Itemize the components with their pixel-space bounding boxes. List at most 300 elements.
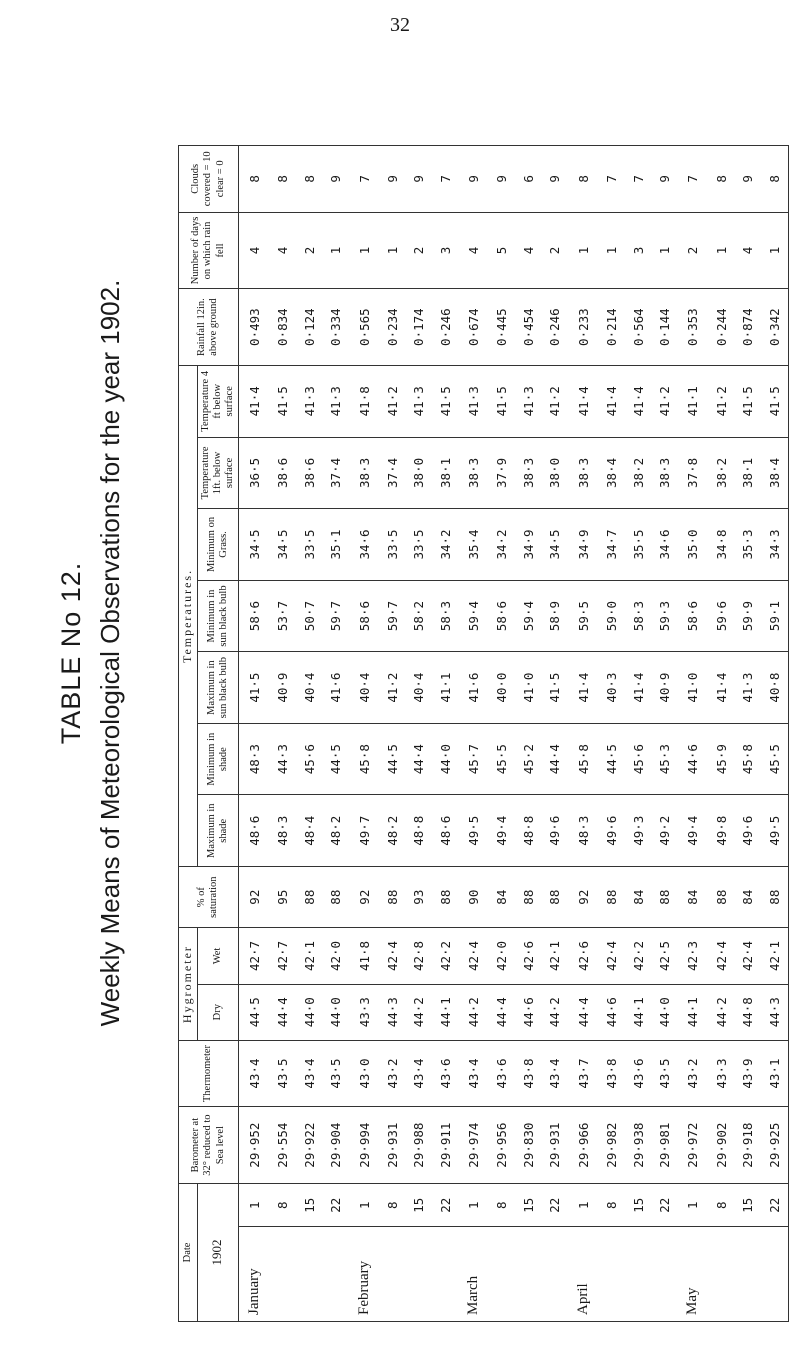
- cell-date: 15: [515, 1183, 542, 1226]
- cell-min-on-grass: 37·8: [678, 437, 708, 509]
- cell-month: [269, 1227, 296, 1322]
- cell-dry: 44·6: [598, 984, 625, 1040]
- cell-date: 15: [296, 1183, 323, 1226]
- cell-clouds: 9: [406, 146, 433, 213]
- header-row-1: [179, 146, 198, 1322]
- cell-saturation: 88: [542, 867, 569, 928]
- cell-temp-1ft: 41·5: [269, 365, 296, 437]
- cell-max-sun: 49·6: [598, 795, 625, 867]
- cell-max-sun: 48·6: [432, 795, 459, 867]
- cell-max-bulb: 58·6: [678, 580, 708, 652]
- cell-date: 8: [708, 1183, 735, 1226]
- cell-max-shade: 45·6: [625, 723, 652, 795]
- saturation-header: % of saturation: [179, 867, 239, 928]
- cell-min-grass: 34·5: [238, 509, 269, 581]
- table-row: [379, 146, 406, 1322]
- cell-thermometer: 43·0: [349, 1040, 379, 1106]
- cell-temp-4ft: 0·214: [598, 289, 625, 366]
- cell-max-shade: 45·7: [459, 723, 489, 795]
- meteorological-table: [178, 145, 789, 1322]
- cell-barometer: 29·972: [678, 1107, 708, 1184]
- table-row: [761, 146, 789, 1322]
- cell-rain-days: 1: [568, 212, 598, 289]
- cell-max-shade: 45·6: [296, 723, 323, 795]
- table-row: [568, 146, 598, 1322]
- cell-rain-days: 1: [651, 212, 678, 289]
- cell-thermometer: 43·4: [406, 1040, 433, 1106]
- cell-barometer: 29·830: [515, 1107, 542, 1184]
- cell-max-bulb: 58·9: [542, 580, 569, 652]
- cell-date: 8: [489, 1183, 516, 1226]
- cell-clouds: 9: [542, 146, 569, 213]
- cell-clouds: 6: [515, 146, 542, 213]
- cell-date: 8: [269, 1183, 296, 1226]
- cell-thermometer: 43·9: [734, 1040, 761, 1106]
- cell-clouds: 7: [678, 146, 708, 213]
- cell-max-sun: 49·3: [625, 795, 652, 867]
- cell-temp-4ft: 0·874: [734, 289, 761, 366]
- cell-min-grass: 34·3: [761, 509, 789, 581]
- cell-month: [296, 1227, 323, 1322]
- cell-temp-1ft: 41·1: [678, 365, 708, 437]
- table-row: [269, 146, 296, 1322]
- cell-rain-days: 4: [515, 212, 542, 289]
- min-shade-header: Minimum in shade: [197, 723, 238, 795]
- cell-thermometer: 43·4: [238, 1040, 269, 1106]
- cell-max-sun: 48·4: [296, 795, 323, 867]
- cell-max-bulb: 59·4: [515, 580, 542, 652]
- cell-max-sun: 49·2: [651, 795, 678, 867]
- cell-clouds: 9: [734, 146, 761, 213]
- cell-min-shade: 40·4: [406, 652, 433, 724]
- table-row: [238, 146, 269, 1322]
- cell-min-grass: 34·6: [651, 509, 678, 581]
- cell-rain-days: 1: [322, 212, 349, 289]
- cell-dry: 44·2: [459, 984, 489, 1040]
- cell-barometer: 29·994: [349, 1107, 379, 1184]
- cell-max-shade: 45·2: [515, 723, 542, 795]
- cell-date: 22: [542, 1183, 569, 1226]
- cell-temp-1ft: 41·4: [625, 365, 652, 437]
- cell-rain-days: 1: [708, 212, 735, 289]
- cell-max-sun: 49·4: [678, 795, 708, 867]
- cell-min-on-grass: 38·3: [515, 437, 542, 509]
- cell-date: 15: [734, 1183, 761, 1226]
- cell-max-sun: 49·8: [708, 795, 735, 867]
- cell-saturation: 90: [459, 867, 489, 928]
- cell-thermometer: 43·6: [625, 1040, 652, 1106]
- table-row: [651, 146, 678, 1322]
- cell-max-shade: 48·3: [238, 723, 269, 795]
- cell-month: [432, 1227, 459, 1322]
- cell-dry: 44·2: [708, 984, 735, 1040]
- cell-max-shade: 45·3: [651, 723, 678, 795]
- cell-wet: 42·4: [459, 928, 489, 984]
- cell-min-on-grass: 37·4: [322, 437, 349, 509]
- cell-rain-days: 2: [296, 212, 323, 289]
- cell-max-shade: 44·5: [379, 723, 406, 795]
- cell-rain-days: 3: [625, 212, 652, 289]
- cell-month: April: [568, 1227, 598, 1322]
- cell-min-grass: 35·5: [625, 509, 652, 581]
- cell-wet: 42·2: [432, 928, 459, 984]
- cell-min-shade: 40·9: [269, 652, 296, 724]
- cell-barometer: 29·974: [459, 1107, 489, 1184]
- cell-min-on-grass: 38·6: [269, 437, 296, 509]
- cell-month: [406, 1227, 433, 1322]
- cell-thermometer: 43·2: [678, 1040, 708, 1106]
- cell-min-shade: 41·4: [625, 652, 652, 724]
- cell-min-on-grass: 38·0: [542, 437, 569, 509]
- cell-max-sun: 48·6: [238, 795, 269, 867]
- cell-max-bulb: 59·1: [761, 580, 789, 652]
- cell-wet: 42·1: [761, 928, 789, 984]
- cell-temp-1ft: 41·5: [489, 365, 516, 437]
- cell-wet: 42·7: [238, 928, 269, 984]
- table-title-block: [56, 118, 126, 1188]
- cell-barometer: 29·922: [296, 1107, 323, 1184]
- cell-month: March: [459, 1227, 489, 1322]
- table-title: TABLE No 12.: [56, 561, 86, 745]
- cell-min-grass: 35·4: [459, 509, 489, 581]
- cell-min-on-grass: 38·1: [432, 437, 459, 509]
- cell-month: [734, 1227, 761, 1322]
- cell-temp-4ft: 0·246: [542, 289, 569, 366]
- cell-temp-4ft: 0·246: [432, 289, 459, 366]
- cell-max-sun: 49·4: [489, 795, 516, 867]
- cell-rain-days: 4: [734, 212, 761, 289]
- cell-thermometer: 43·4: [296, 1040, 323, 1106]
- cell-max-shade: 45·8: [734, 723, 761, 795]
- cell-min-grass: 33·5: [379, 509, 406, 581]
- cell-clouds: 7: [349, 146, 379, 213]
- rotated-table: [178, 145, 789, 1322]
- cell-min-shade: 41·1: [432, 652, 459, 724]
- cell-temp-4ft: 0·244: [708, 289, 735, 366]
- cell-min-shade: 41·4: [568, 652, 598, 724]
- cell-saturation: 84: [734, 867, 761, 928]
- cell-max-shade: 44·3: [269, 723, 296, 795]
- table-row: [678, 146, 708, 1322]
- cell-clouds: 8: [238, 146, 269, 213]
- table-row: [459, 146, 489, 1322]
- cell-dry: 44·4: [489, 984, 516, 1040]
- cell-dry: 44·2: [542, 984, 569, 1040]
- cell-clouds: 9: [459, 146, 489, 213]
- cell-min-on-grass: 38·4: [761, 437, 789, 509]
- cell-temp-1ft: 41·4: [598, 365, 625, 437]
- cell-min-on-grass: 38·2: [708, 437, 735, 509]
- cell-saturation: 88: [432, 867, 459, 928]
- cell-saturation: 88: [322, 867, 349, 928]
- cell-thermometer: 43·7: [568, 1040, 598, 1106]
- cell-min-shade: 40·8: [761, 652, 789, 724]
- cell-dry: 43·3: [349, 984, 379, 1040]
- cell-wet: 42·0: [322, 928, 349, 984]
- cell-saturation: 88: [379, 867, 406, 928]
- cell-max-bulb: 58·3: [625, 580, 652, 652]
- cell-temp-4ft: 0·334: [322, 289, 349, 366]
- cell-dry: 44·1: [432, 984, 459, 1040]
- cell-min-shade: 40·0: [489, 652, 516, 724]
- cell-wet: 42·6: [515, 928, 542, 984]
- cell-clouds: 8: [296, 146, 323, 213]
- cell-max-bulb: 59·9: [734, 580, 761, 652]
- cell-max-sun: 48·8: [515, 795, 542, 867]
- cell-barometer: 29·931: [379, 1107, 406, 1184]
- cell-min-on-grass: 37·4: [379, 437, 406, 509]
- cell-date: 1: [568, 1183, 598, 1226]
- cell-temp-4ft: 0·353: [678, 289, 708, 366]
- cell-max-bulb: 53·7: [269, 580, 296, 652]
- cell-temp-4ft: 0·565: [349, 289, 379, 366]
- cell-saturation: 88: [708, 867, 735, 928]
- cell-min-on-grass: 38·4: [598, 437, 625, 509]
- cell-max-shade: 44·0: [432, 723, 459, 795]
- table-row: [296, 146, 323, 1322]
- cell-thermometer: 43·5: [269, 1040, 296, 1106]
- rain-days-header: Number of days on which rain fell: [179, 212, 239, 289]
- year-header: 1902: [197, 1183, 238, 1321]
- cell-thermometer: 43·5: [322, 1040, 349, 1106]
- cell-month: [625, 1227, 652, 1322]
- table-subtitle: Weekly Means of Meteorological Observations for the year 1902.: [95, 279, 125, 1027]
- cell-temp-1ft: 41·3: [322, 365, 349, 437]
- temp-4ft-header: Temperature 4 ft below surface: [197, 365, 238, 437]
- cell-min-grass: 34·2: [489, 509, 516, 581]
- cell-temp-4ft: 0·124: [296, 289, 323, 366]
- cell-month: [515, 1227, 542, 1322]
- cell-max-shade: 45·5: [489, 723, 516, 795]
- cell-rain-days: 5: [489, 212, 516, 289]
- cell-max-sun: 48·2: [322, 795, 349, 867]
- cell-min-shade: 41·4: [708, 652, 735, 724]
- cell-thermometer: 43·5: [651, 1040, 678, 1106]
- cell-temp-1ft: 41·3: [406, 365, 433, 437]
- cell-barometer: 29·902: [708, 1107, 735, 1184]
- cell-date: 1: [238, 1183, 269, 1226]
- cell-temp-4ft: 0·493: [238, 289, 269, 366]
- cell-wet: 42·3: [678, 928, 708, 984]
- cell-thermometer: 43·8: [515, 1040, 542, 1106]
- cell-max-sun: 49·5: [761, 795, 789, 867]
- table-row: [625, 146, 652, 1322]
- table-row: [322, 146, 349, 1322]
- table-row: [349, 146, 379, 1322]
- cell-thermometer: 43·3: [708, 1040, 735, 1106]
- cell-max-bulb: 59·4: [459, 580, 489, 652]
- cell-clouds: 8: [708, 146, 735, 213]
- cell-temp-1ft: 41·5: [432, 365, 459, 437]
- hygrometer-header: Hygrometer: [179, 928, 198, 1040]
- cell-max-shade: 45·8: [568, 723, 598, 795]
- cell-saturation: 88: [761, 867, 789, 928]
- cell-rain-days: 2: [542, 212, 569, 289]
- cell-temp-1ft: 41·3: [459, 365, 489, 437]
- cell-dry: 44·2: [406, 984, 433, 1040]
- cell-max-sun: 48·2: [379, 795, 406, 867]
- cell-clouds: 7: [625, 146, 652, 213]
- cell-rain-days: 4: [238, 212, 269, 289]
- cell-min-on-grass: 38·1: [734, 437, 761, 509]
- cell-max-bulb: 58·3: [432, 580, 459, 652]
- cell-clouds: 8: [269, 146, 296, 213]
- cell-max-sun: 49·6: [734, 795, 761, 867]
- cell-min-shade: 41·5: [542, 652, 569, 724]
- cell-temp-4ft: 0·564: [625, 289, 652, 366]
- cell-min-shade: 41·3: [734, 652, 761, 724]
- cell-barometer: 29·554: [269, 1107, 296, 1184]
- cell-temp-1ft: 41·2: [379, 365, 406, 437]
- cell-min-grass: 33·5: [406, 509, 433, 581]
- temp-1ft-header: Temperature 1ft. below surface: [197, 437, 238, 509]
- cell-min-shade: 40·4: [296, 652, 323, 724]
- cell-min-grass: 35·1: [322, 509, 349, 581]
- cell-temp-4ft: 0·144: [651, 289, 678, 366]
- cell-date: 22: [761, 1183, 789, 1226]
- cell-temp-1ft: 41·3: [515, 365, 542, 437]
- cell-month: [651, 1227, 678, 1322]
- cell-min-on-grass: 38·3: [651, 437, 678, 509]
- cell-dry: 44·4: [269, 984, 296, 1040]
- cell-rain-days: 1: [598, 212, 625, 289]
- cell-max-bulb: 59·3: [651, 580, 678, 652]
- cell-rain-days: 4: [269, 212, 296, 289]
- cell-barometer: 29·904: [322, 1107, 349, 1184]
- cell-max-shade: 44·4: [542, 723, 569, 795]
- cell-dry: 44·1: [678, 984, 708, 1040]
- cell-temp-1ft: 41·4: [568, 365, 598, 437]
- cell-barometer: 29·988: [406, 1107, 433, 1184]
- cell-wet: 42·1: [296, 928, 323, 984]
- cell-date: 15: [406, 1183, 433, 1226]
- cell-min-shade: 41·6: [459, 652, 489, 724]
- cell-thermometer: 43·2: [379, 1040, 406, 1106]
- cell-date: 8: [379, 1183, 406, 1226]
- cell-rain-days: 1: [379, 212, 406, 289]
- cell-min-shade: 41·6: [322, 652, 349, 724]
- cell-saturation: 84: [625, 867, 652, 928]
- cell-min-on-grass: 36·5: [238, 437, 269, 509]
- cell-wet: 42·4: [598, 928, 625, 984]
- cell-min-shade: 41·0: [515, 652, 542, 724]
- cell-min-grass: 34·7: [598, 509, 625, 581]
- cell-date: 22: [322, 1183, 349, 1226]
- cell-max-bulb: 50·7: [296, 580, 323, 652]
- cell-wet: 42·1: [542, 928, 569, 984]
- cell-wet: 42·4: [734, 928, 761, 984]
- cell-max-bulb: 58·6: [349, 580, 379, 652]
- cell-wet: 42·7: [269, 928, 296, 984]
- cell-wet: 42·4: [379, 928, 406, 984]
- cell-temp-4ft: 0·342: [761, 289, 789, 366]
- cell-rain-days: 1: [349, 212, 379, 289]
- barometer-header: Barometer at 32° reduced to Sea level: [179, 1107, 239, 1184]
- cell-thermometer: 43·1: [761, 1040, 789, 1106]
- cell-min-grass: 34·2: [432, 509, 459, 581]
- cell-wet: 42·2: [625, 928, 652, 984]
- cell-temp-1ft: 41·3: [296, 365, 323, 437]
- cell-clouds: 7: [598, 146, 625, 213]
- cell-max-shade: 45·9: [708, 723, 735, 795]
- cell-temp-4ft: 0·234: [379, 289, 406, 366]
- cell-month: May: [678, 1227, 708, 1322]
- cell-rain-days: 1: [761, 212, 789, 289]
- cell-max-bulb: 59·0: [598, 580, 625, 652]
- cell-temp-1ft: 41·2: [651, 365, 678, 437]
- cell-barometer: 29·952: [238, 1107, 269, 1184]
- cell-dry: 44·0: [296, 984, 323, 1040]
- date-header: Date: [179, 1183, 198, 1321]
- cell-max-shade: 45·8: [349, 723, 379, 795]
- cell-temp-1ft: 41·2: [708, 365, 735, 437]
- page-number: 32: [390, 14, 410, 36]
- cell-month: January: [238, 1227, 269, 1322]
- cell-temp-1ft: 41·4: [238, 365, 269, 437]
- cell-min-grass: 34·9: [568, 509, 598, 581]
- min-sun-header: Minimum in sun black bulb: [197, 580, 238, 652]
- cell-temp-4ft: 0·834: [269, 289, 296, 366]
- cell-min-grass: 33·5: [296, 509, 323, 581]
- cell-month: [322, 1227, 349, 1322]
- cell-min-on-grass: 38·6: [296, 437, 323, 509]
- cell-dry: 44·0: [651, 984, 678, 1040]
- cell-saturation: 92: [349, 867, 379, 928]
- cell-clouds: 7: [432, 146, 459, 213]
- cell-saturation: 84: [489, 867, 516, 928]
- temperatures-header: Temperatures.: [179, 365, 198, 866]
- cell-month: [542, 1227, 569, 1322]
- cell-max-shade: 44·5: [598, 723, 625, 795]
- cell-thermometer: 43·4: [542, 1040, 569, 1106]
- cell-min-on-grass: 38·0: [406, 437, 433, 509]
- cell-clouds: 8: [568, 146, 598, 213]
- table-row: [432, 146, 459, 1322]
- cell-month: [598, 1227, 625, 1322]
- cell-min-on-grass: 38·2: [625, 437, 652, 509]
- table-row: [598, 146, 625, 1322]
- cell-date: 8: [598, 1183, 625, 1226]
- cell-wet: 42·0: [489, 928, 516, 984]
- cell-min-shade: 41·0: [678, 652, 708, 724]
- cell-max-sun: 49·5: [459, 795, 489, 867]
- cell-month: [708, 1227, 735, 1322]
- cell-rain-days: 2: [406, 212, 433, 289]
- cell-min-grass: 34·5: [542, 509, 569, 581]
- cell-max-shade: 45·5: [761, 723, 789, 795]
- cell-temp-1ft: 41·2: [542, 365, 569, 437]
- cell-clouds: 9: [322, 146, 349, 213]
- cell-max-bulb: 59·6: [708, 580, 735, 652]
- cell-barometer: 29·956: [489, 1107, 516, 1184]
- table-row: [542, 146, 569, 1322]
- cell-wet: 42·4: [708, 928, 735, 984]
- cell-min-grass: 34·5: [269, 509, 296, 581]
- cell-saturation: 88: [598, 867, 625, 928]
- cell-saturation: 84: [678, 867, 708, 928]
- thermometer-header: Thermometer: [179, 1040, 239, 1106]
- cell-dry: 44·5: [238, 984, 269, 1040]
- cell-temp-1ft: 41·5: [761, 365, 789, 437]
- max-sun-header: Maximum in sun black bulb: [197, 652, 238, 724]
- dry-header: Dry: [197, 984, 238, 1040]
- cell-min-shade: 40·9: [651, 652, 678, 724]
- cell-temp-1ft: 41·5: [734, 365, 761, 437]
- cell-barometer: 29·938: [625, 1107, 652, 1184]
- cell-dry: 44·3: [379, 984, 406, 1040]
- table-row: [406, 146, 433, 1322]
- max-shade-header: Maximum in shade: [197, 795, 238, 867]
